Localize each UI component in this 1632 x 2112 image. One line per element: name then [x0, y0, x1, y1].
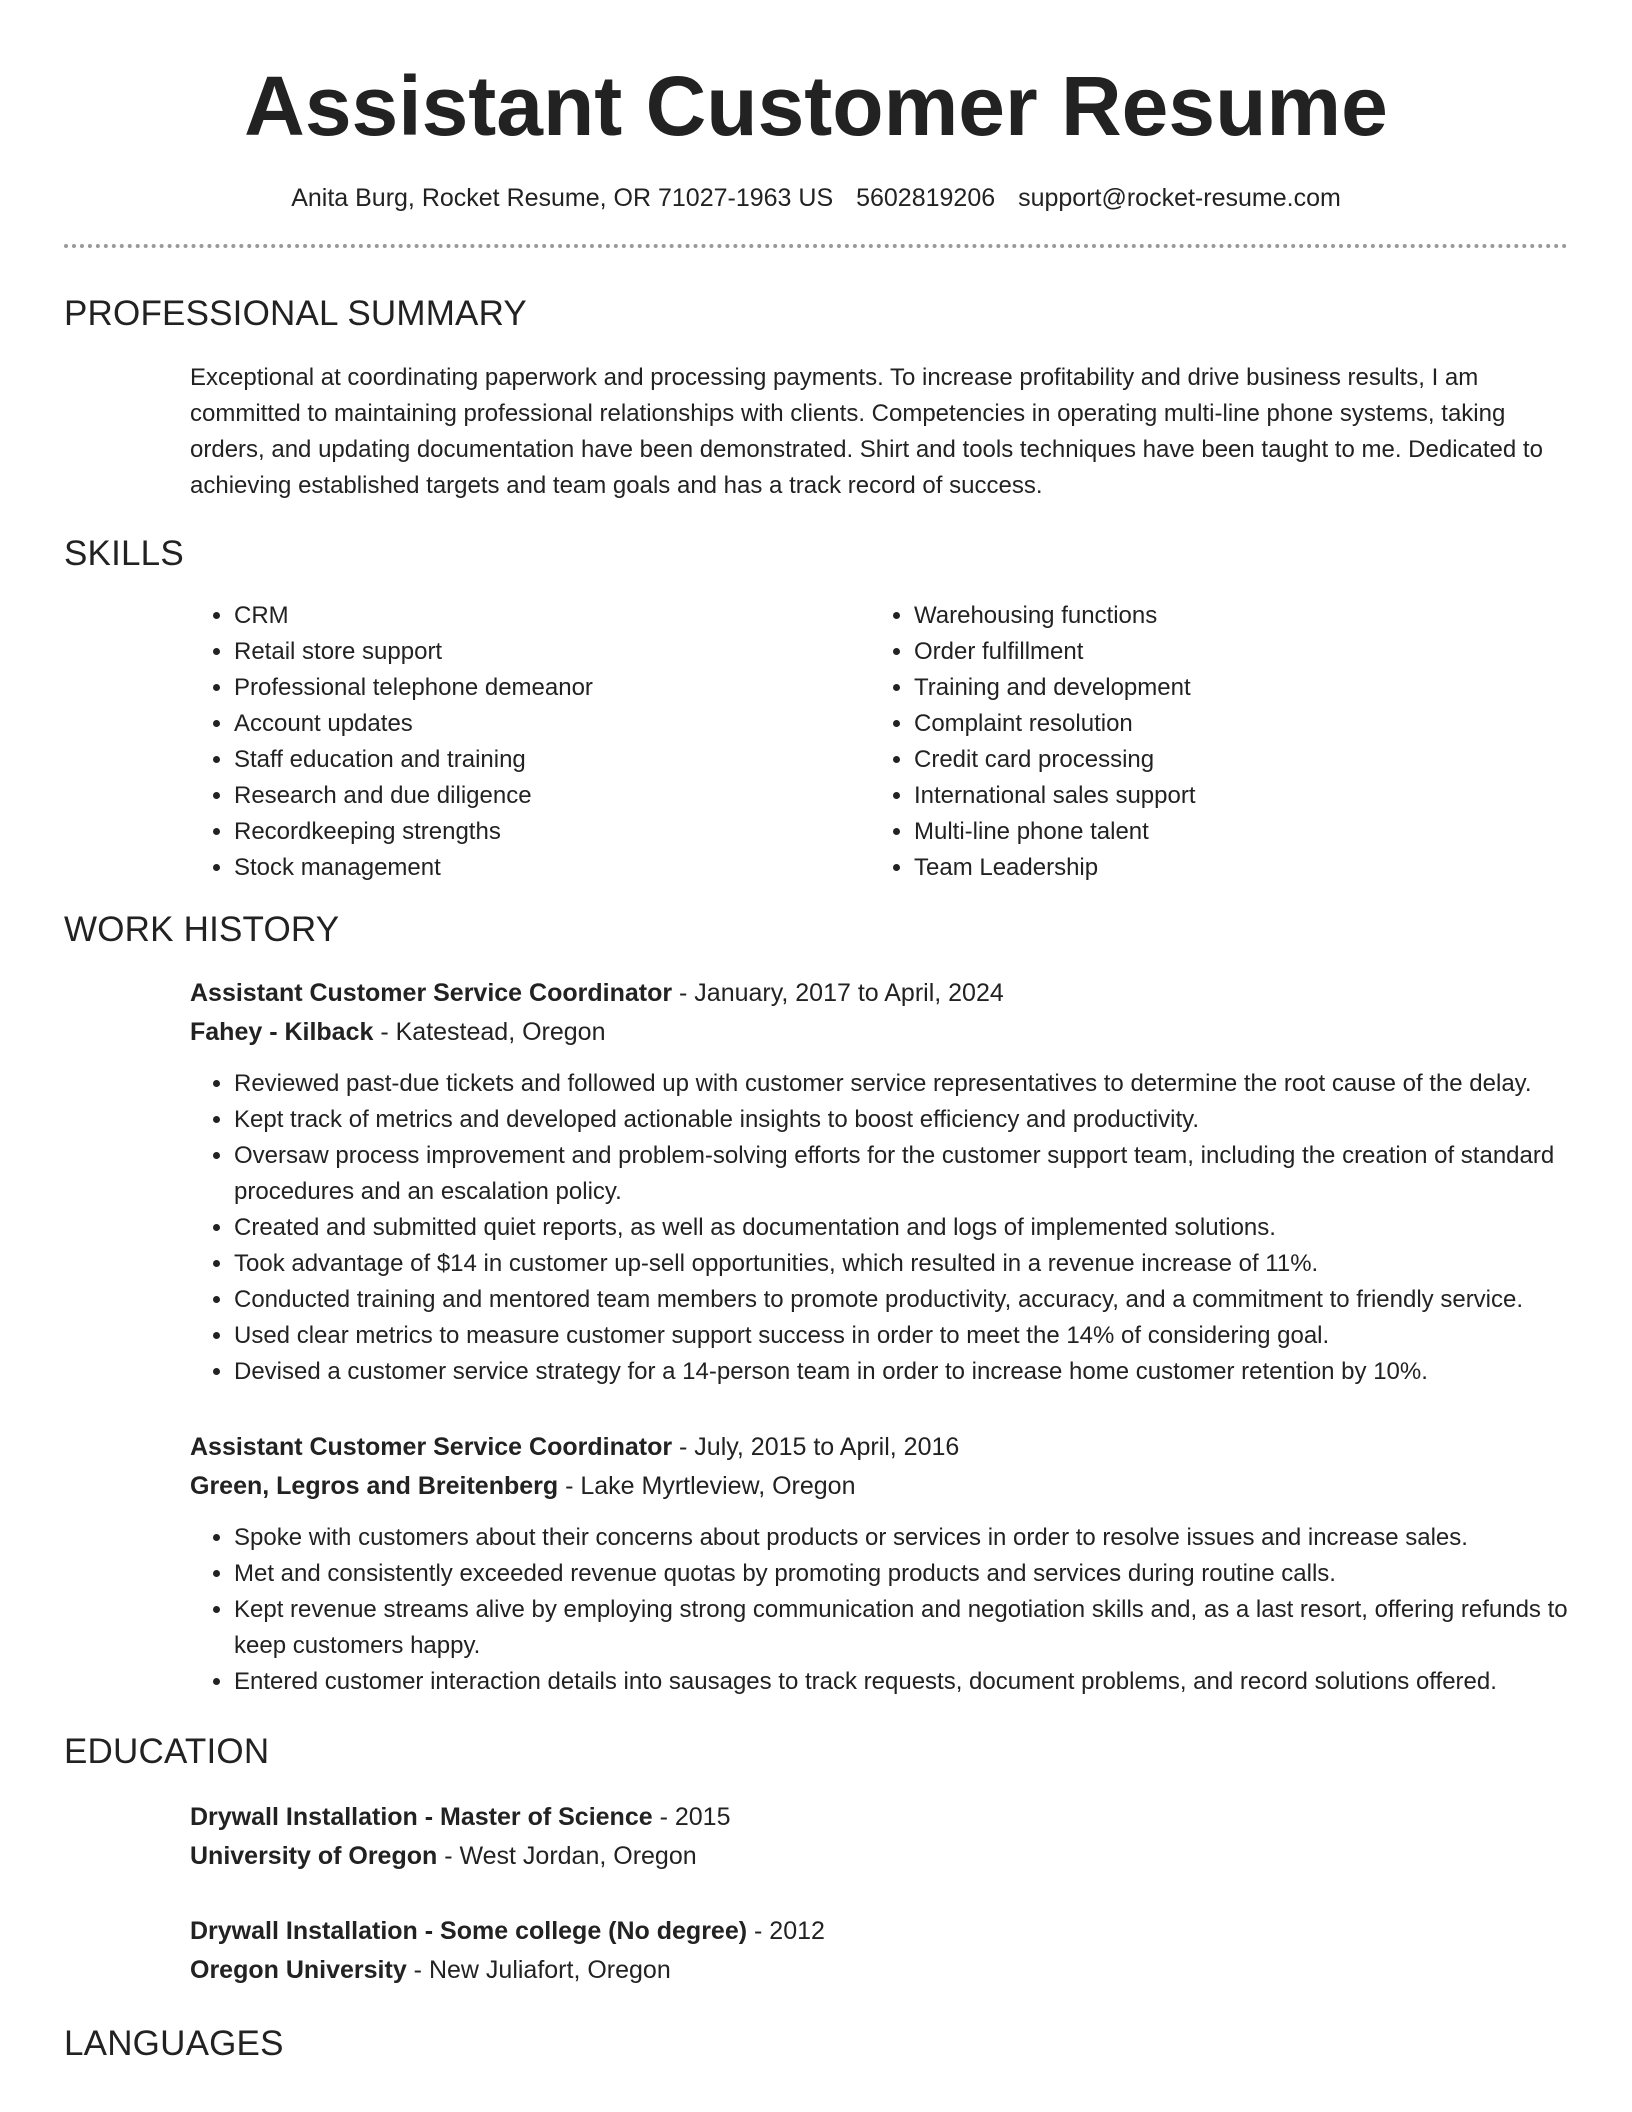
summary-section	[64, 360, 1568, 504]
skill-item: • Account updates	[234, 706, 870, 742]
school-location: - New Juliafort, Oregon	[406, 1956, 671, 1984]
skill-item: • Credit card processing	[914, 742, 1550, 778]
header-divider	[64, 244, 1568, 248]
degree: Drywall Installation - Some college (No degree)	[190, 1917, 748, 1945]
contact-address: Anita Burg, Rocket Resume, OR 71027-1963 US	[291, 184, 834, 212]
job-bullet: • Spoke with customers about their concerns about products or services in order to resolve issues and increase sales.	[234, 1520, 1568, 1556]
school: Oregon University	[190, 1956, 407, 1984]
skill-item: • Staff education and training	[234, 742, 870, 778]
degree-year: - 2012	[747, 1917, 825, 1945]
skills-left-column	[190, 598, 870, 886]
skill-item: • Training and development	[914, 670, 1550, 706]
skill-item: • Multi-line phone talent	[914, 814, 1550, 850]
degree-line	[190, 1912, 1568, 1951]
skill-item: • Stock management	[234, 850, 870, 886]
job-bullet: • Took advantage of $14 in customer up-sell opportunities, which resulted in a revenue increase of 11%.	[234, 1246, 1568, 1282]
job-bullets	[190, 1520, 1568, 1700]
skill-item: • Warehousing functions	[914, 598, 1550, 634]
skill-item: • Complaint resolution	[914, 706, 1550, 742]
education-section	[64, 1798, 1568, 1990]
job-entry	[190, 1428, 1568, 1700]
skill-item: • Recordkeeping strengths	[234, 814, 870, 850]
job-bullets	[190, 1066, 1568, 1390]
skill-item: • Research and due diligence	[234, 778, 870, 814]
skills-grid	[190, 598, 1568, 886]
degree-year: - 2015	[652, 1803, 731, 1831]
contact-line	[64, 182, 1568, 214]
job-dates: - July, 2015 to April, 2016	[672, 1433, 960, 1461]
school: University of Oregon	[190, 1842, 438, 1870]
job-bullet: • Used clear metrics to measure customer support success in order to meet the 14% of considering goal.	[234, 1318, 1568, 1354]
job-location: - Lake Myrtleview, Oregon	[558, 1472, 856, 1500]
contact-phone: 5602819206	[856, 184, 996, 212]
school-location: - West Jordan, Oregon	[437, 1842, 697, 1870]
skill-item: • Team Leadership	[914, 850, 1550, 886]
languages-heading: LANGUAGES	[64, 2024, 284, 2063]
work-history-section	[64, 974, 1568, 1700]
contact-email: support@rocket-resume.com	[1018, 184, 1341, 212]
education-entry	[190, 1912, 1568, 1990]
skills-heading: SKILLS	[64, 534, 184, 573]
education-entry	[190, 1798, 1568, 1876]
resume-title: Assistant Customer Resume	[244, 59, 1388, 153]
job-bullet: • Met and consistently exceeded revenue quotas by promoting products and services during routine calls.	[234, 1556, 1568, 1592]
skill-item: • Retail store support	[234, 634, 870, 670]
job-bullet: • Oversaw process improvement and problem-solving efforts for the customer support team, including the creation of standard procedures and an escalation policy.	[234, 1138, 1568, 1210]
skills-section	[64, 598, 1568, 886]
work-history-heading: WORK HISTORY	[64, 910, 340, 949]
job-location: - Katestead, Oregon	[373, 1018, 606, 1046]
job-entry	[190, 974, 1568, 1390]
job-bullet: • Devised a customer service strategy for a 14-person team in order to increase home customer retention by 10%.	[234, 1354, 1568, 1390]
skill-item: • Professional telephone demeanor	[234, 670, 870, 706]
school-line	[190, 1951, 1568, 1990]
summary-heading: PROFESSIONAL SUMMARY	[64, 294, 527, 333]
job-title-line	[190, 1428, 1568, 1467]
job-title: Assistant Customer Service Coordinator	[190, 979, 673, 1007]
job-title-line	[190, 974, 1568, 1013]
job-bullet: • Conducted training and mentored team members to promote productivity, accuracy, and a commitment to friendly service.	[234, 1282, 1568, 1318]
skill-item: • CRM	[234, 598, 870, 634]
job-company-line	[190, 1013, 1568, 1052]
summary-text: Exceptional at coordinating paperwork and processing payments. To increase profitability and drive business results, I am committed to maintaining professional relationships with clients. Competencies in operating multi-line phone systems, taking orders, and updating documentation have been demonstrated. Shirt and tools techniques have been taught to me. Dedicated to achieving established targets and team goals and has a track record of success.	[190, 364, 1543, 499]
job-bullet: • Entered customer interaction details into sausages to track requests, document problems, and record solutions offered.	[234, 1664, 1568, 1700]
school-line	[190, 1837, 1568, 1876]
degree-line	[190, 1798, 1568, 1837]
education-heading: EDUCATION	[64, 1732, 270, 1771]
job-company-line	[190, 1467, 1568, 1506]
job-dates: - January, 2017 to April, 2024	[672, 979, 1004, 1007]
job-company: Fahey - Kilback	[190, 1018, 374, 1046]
skills-right-column	[870, 598, 1550, 886]
job-title: Assistant Customer Service Coordinator	[190, 1433, 673, 1461]
job-bullet: • Kept track of metrics and developed actionable insights to boost efficiency and productivity.	[234, 1102, 1568, 1138]
job-bullet: • Kept revenue streams alive by employing strong communication and negotiation skills and, as a last resort, offering refunds to keep customers happy.	[234, 1592, 1568, 1664]
job-company: Green, Legros and Breitenberg	[190, 1472, 559, 1500]
skill-item: • International sales support	[914, 778, 1550, 814]
job-bullet: • Reviewed past-due tickets and followed up with customer service representatives to determine the root cause of the delay.	[234, 1066, 1568, 1102]
degree: Drywall Installation - Master of Science	[190, 1803, 653, 1831]
job-bullet: • Created and submitted quiet reports, as well as documentation and logs of implemented solutions.	[234, 1210, 1568, 1246]
skill-item: • Order fulfillment	[914, 634, 1550, 670]
